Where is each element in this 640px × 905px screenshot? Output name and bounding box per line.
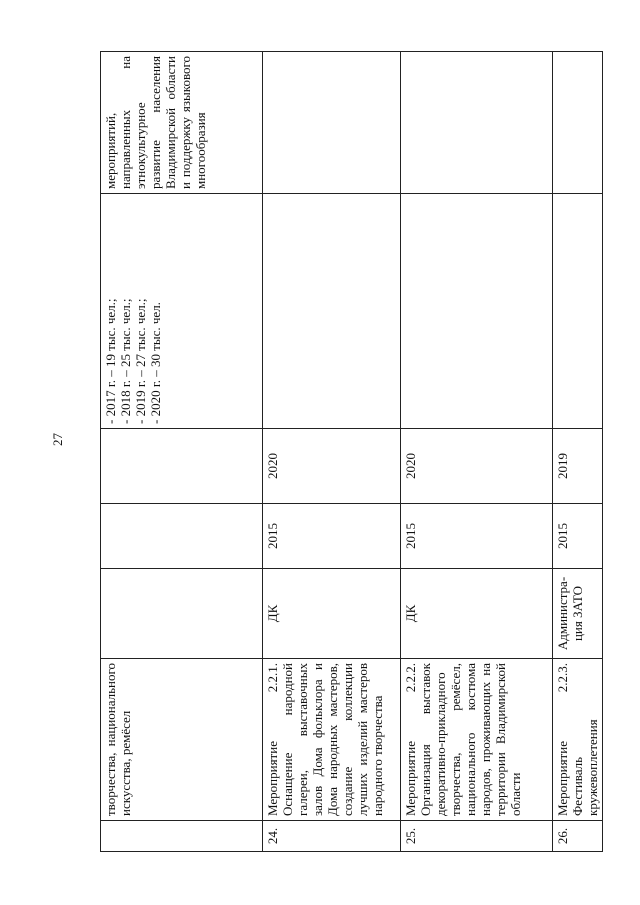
row-number: 26. — [553, 821, 603, 852]
end-year — [101, 429, 263, 504]
end-year: 2020 — [401, 429, 553, 504]
activity-title: творчества, национального искусства, ремёсел — [101, 659, 263, 821]
expected-result — [553, 52, 603, 194]
expected-result: мероприятий, направленных на этнокультурное развитие населения Владимирской области и поддержку языкового многообразия — [101, 52, 263, 194]
program-table — [100, 51, 603, 852]
end-year: 2019 — [553, 429, 603, 504]
start-year: 2015 — [553, 504, 603, 569]
row-number: 25. — [401, 821, 553, 852]
executor: ДК — [263, 569, 401, 659]
indicator-item: - 2018 г. – 25 тыс. чел.; — [118, 298, 133, 424]
expected-result — [401, 52, 553, 194]
activity-title: Мероприятие 2.2.2. Организация выставок декоративно-прикладного творчества, ремёсел, национального костюма народов, проживающих на территории Владимирской области — [401, 659, 553, 821]
executor: Администра-ция ЗАТО — [553, 569, 603, 659]
executor — [101, 569, 263, 659]
executor: ДК — [401, 569, 553, 659]
indicator-list — [263, 194, 401, 429]
activity-title: Мероприятие 2.2.1. Оснащение народной галереи, выставочных залов Дома фольклора и Дома народных мастеров, создание коллекции лучших изделий мастеров народного творчества — [263, 659, 401, 821]
indicator-item: - 2019 г. – 27 тыс. чел.; — [133, 298, 148, 424]
table-row — [101, 52, 263, 852]
indicator-item: - 2017 г. – 19 тыс. чел.; — [103, 298, 118, 424]
indicator-list — [401, 194, 553, 429]
indicator-list — [101, 194, 263, 429]
start-year: 2015 — [401, 504, 553, 569]
end-year: 2020 — [263, 429, 401, 504]
indicator-list — [553, 194, 603, 429]
start-year — [101, 504, 263, 569]
activity-title: Мероприятие 2.2.3. Фестиваль кружевоплетения — [553, 659, 603, 821]
table-row — [553, 52, 603, 852]
start-year: 2015 — [263, 504, 401, 569]
table-row — [401, 52, 553, 852]
table-row — [263, 52, 401, 852]
indicator-item: - 2020 г. – 30 тыс. чел. — [148, 302, 163, 424]
row-number: 24. — [263, 821, 401, 852]
expected-result — [263, 52, 401, 194]
row-number — [101, 821, 263, 852]
page-number: 27 — [50, 433, 65, 446]
program-table-sheet — [100, 52, 600, 852]
